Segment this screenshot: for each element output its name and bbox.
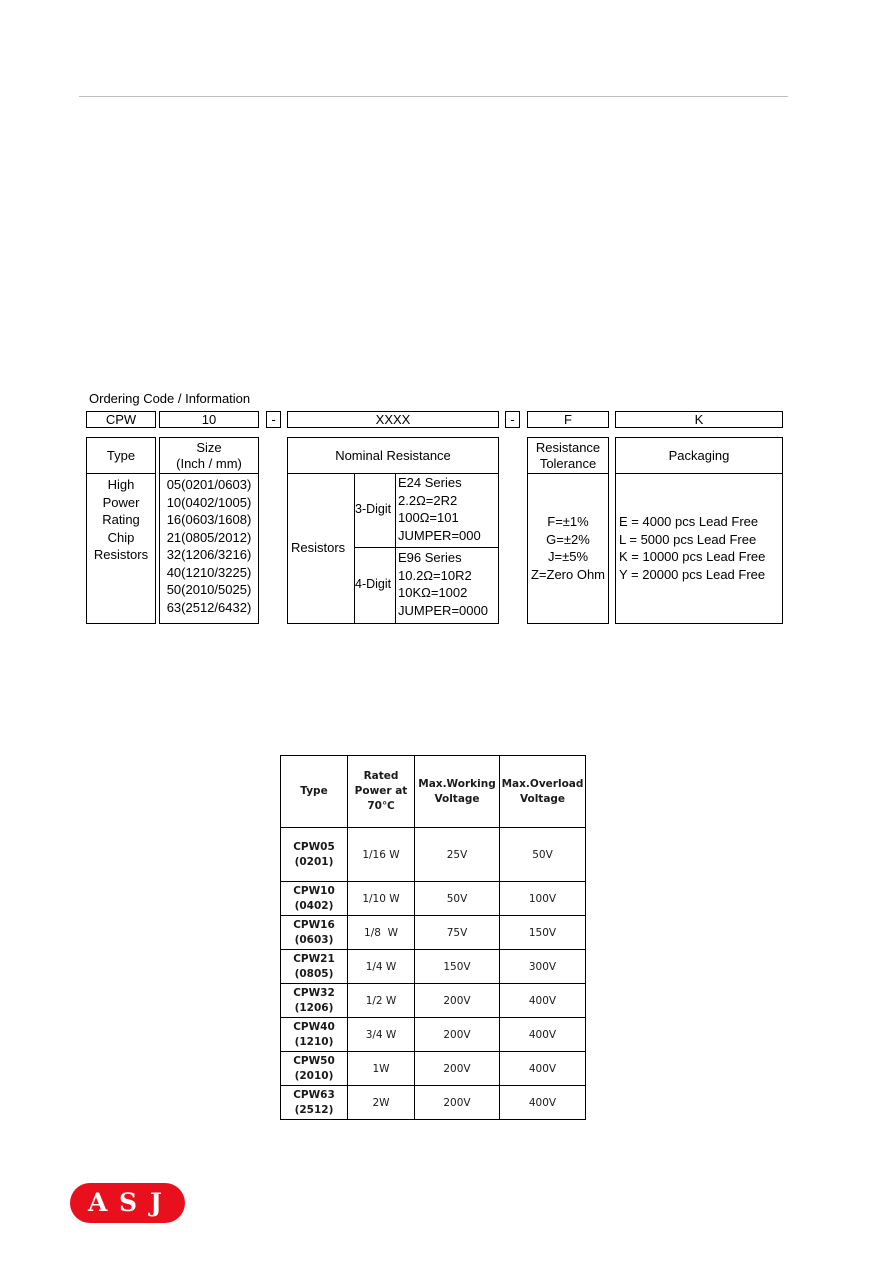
packaging-values: E = 4000 pcs Lead Free L = 5000 pcs Lead Free K = 10000 pcs Lead Free Y = 20000 pcs Lead Free <box>615 473 783 624</box>
table-row: CPW16 (0603) 1/8 W 75V 150V <box>281 916 586 950</box>
header-divider <box>79 96 788 97</box>
size-header: Size (Inch / mm) <box>159 437 259 474</box>
col-header-overload-voltage: Max.Overload Voltage <box>500 756 586 828</box>
nominal-resistance-header: Nominal Resistance <box>287 437 499 474</box>
code-part-size: 10 <box>159 411 259 428</box>
code-part-series: CPW <box>86 411 156 428</box>
type-values: High Power Rating Chip Resistors <box>86 473 156 624</box>
code-part-packaging: K <box>615 411 783 428</box>
three-digit-label: 3-Digit <box>355 502 392 516</box>
table-header-row <box>281 756 586 828</box>
nominal-divider-2 <box>395 473 396 624</box>
size-values: 05(0201/0603) 10(0402/1005) 16(0603/1608) 21(0805/2012) 32(1206/3216) 40(1210/3225) 50(2010/5025) 63(2512/6432) <box>159 473 259 624</box>
four-digit-label: 4-Digit <box>355 577 392 591</box>
table-row: CPW32 (1206) 1/2 W 200V 400V <box>281 984 586 1018</box>
col-header-type: Type <box>281 756 348 828</box>
nominal-divider-1 <box>354 473 355 624</box>
code-part-resistance: XXXX <box>287 411 499 428</box>
table-row: CPW50 (2010) 1W 200V 400V <box>281 1052 586 1086</box>
ordering-code-title: Ordering Code / Information <box>89 391 251 406</box>
three-digit-examples: E24 Series 2.2Ω=2R2 100Ω=101 JUMPER=000 <box>398 475 481 543</box>
code-dash-2: - <box>505 411 520 428</box>
four-digit-examples: E96 Series 10.2Ω=10R2 10KΩ=1002 JUMPER=0000 <box>398 550 488 618</box>
asj-logo: A S J <box>70 1183 185 1223</box>
code-part-tolerance: F <box>527 411 609 428</box>
table-row: CPW40 (1210) 3/4 W 200V 400V <box>281 1018 586 1052</box>
table-row: CPW21 (0805) 1/4 W 150V 300V <box>281 950 586 984</box>
table-row: CPW10 (0402) 1/10 W 50V 100V <box>281 882 586 916</box>
table-row: CPW63 (2512) 2W 200V 400V <box>281 1086 586 1120</box>
code-dash-1: - <box>266 411 281 428</box>
tolerance-header: Resistance Tolerance <box>527 437 609 474</box>
power-rating-table <box>280 755 586 1120</box>
type-header: Type <box>86 437 156 474</box>
nominal-divider-h <box>354 547 499 548</box>
col-header-working-voltage: Max.Working Voltage <box>415 756 500 828</box>
resistors-label: Resistors <box>291 540 346 555</box>
table-row: CPW05 (0201) 1/16 W 25V 50V <box>281 828 586 882</box>
packaging-header: Packaging <box>615 437 783 474</box>
col-header-power: Rated Power at 70℃ <box>348 756 415 828</box>
tolerance-values: F=±1% G=±2% J=±5% Z=Zero Ohm <box>527 473 609 624</box>
